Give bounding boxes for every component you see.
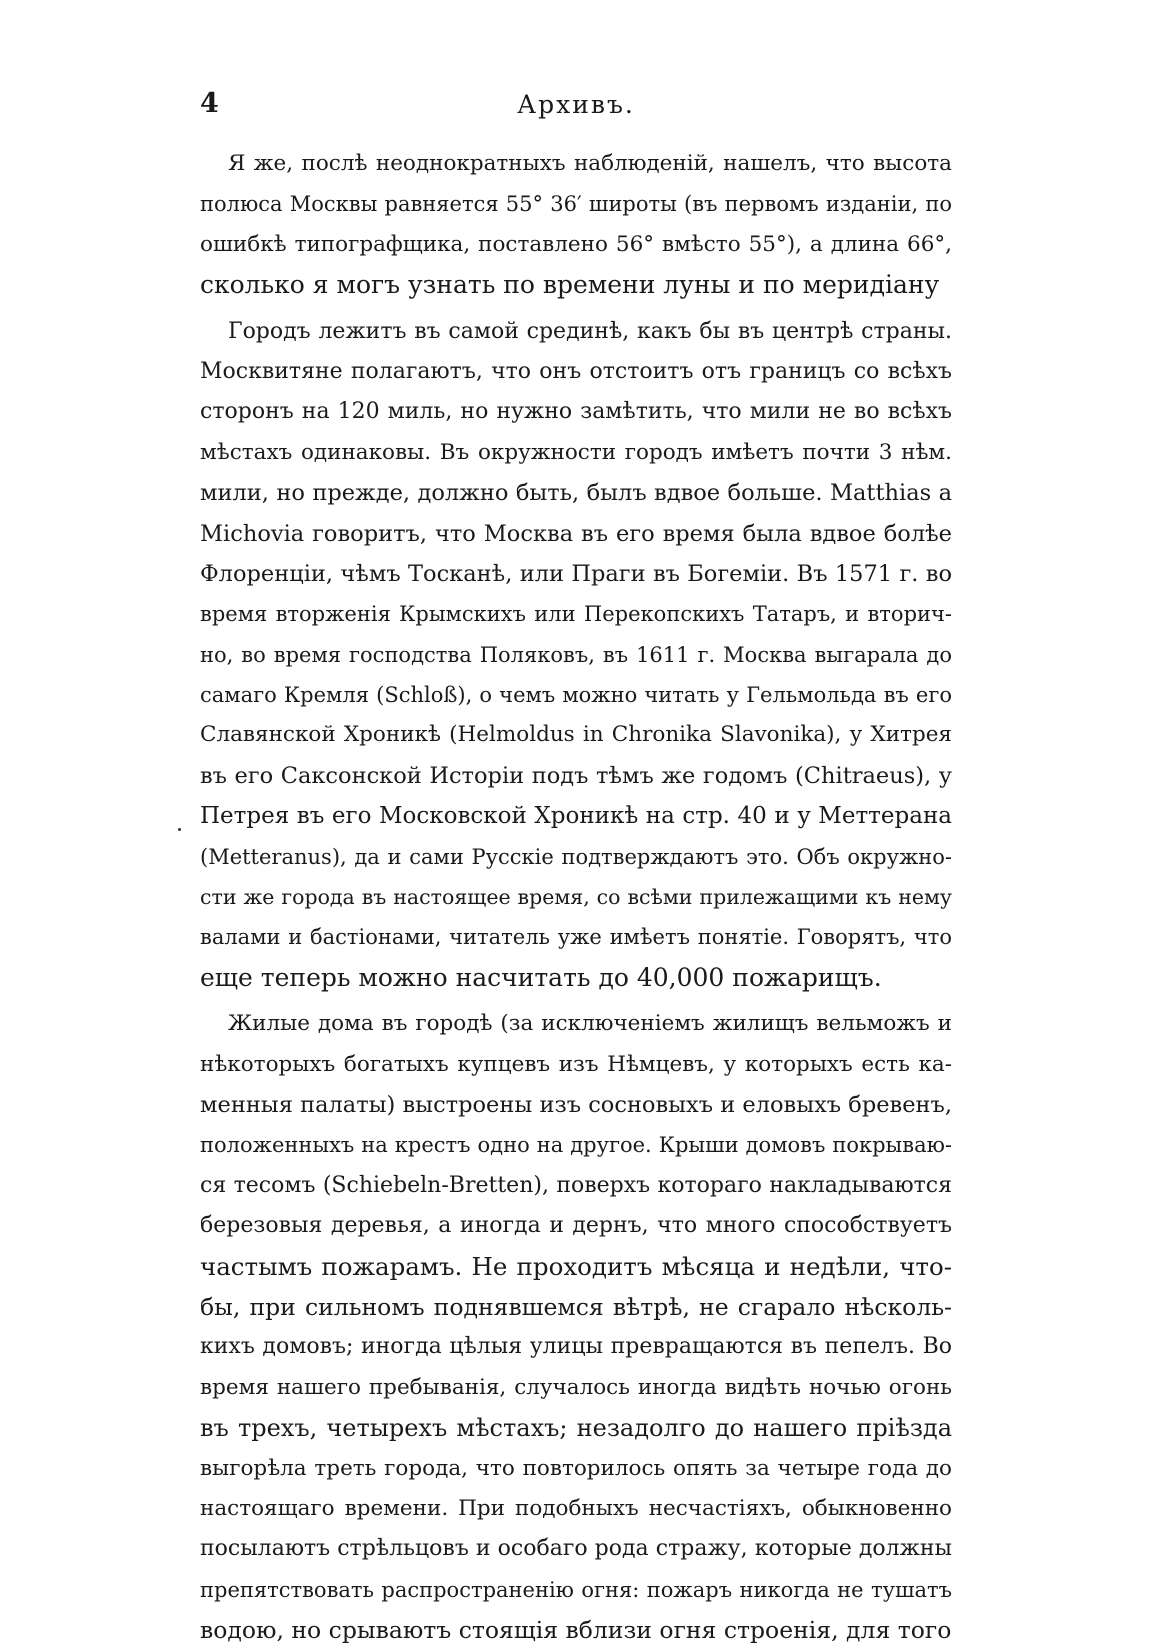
text-line: Флоренціи, чѣмъ Тосканѣ, или Праги въ Богеміи. Въ 1571 г. во: [200, 560, 952, 587]
text-line: выгорѣла треть города, что повторилось опять за четыре года до: [200, 1455, 952, 1481]
text-line: частымъ пожарамъ. Не проходитъ мѣсяца и недѣли, что-: [200, 1251, 952, 1281]
text-line: мили, но прежде, должно быть, былъ вдвое больше. Matthias a: [200, 480, 952, 507]
body-text: [200, 144, 952, 1650]
stray-ink-mark: [178, 828, 181, 831]
text-line: препятствовать распространенію огня: пожаръ никогда не тушатъ: [200, 1577, 952, 1602]
text-line: нѣкоторыхъ богатыхъ купцевъ изъ Нѣмцевъ, у которыхъ есть ка-: [200, 1051, 952, 1077]
text-line: валами и бастіонами, читатель уже имѣетъ понятіе. Говорятъ, что: [200, 925, 952, 950]
running-title: Архивъ.: [517, 90, 635, 119]
book-page: [200, 88, 952, 1650]
text-line: водою, но срываютъ стоящія вблизи огня строенія, для того: [200, 1616, 952, 1645]
text-line: Я же, послѣ неоднократныхъ наблюденій, нашелъ, что высота: [228, 151, 952, 176]
text-line: мѣстахъ одинаковы. Въ окружности городъ имѣетъ почти 3 нѣм.: [200, 439, 952, 465]
text-line: кихъ домовъ; иногда цѣлыя улицы превращаются въ пепелъ. Во: [200, 1334, 952, 1360]
page-number: 4: [200, 88, 219, 119]
text-line: Городъ лежитъ въ самой срединѣ, какъ бы въ центрѣ страны.: [228, 318, 952, 344]
text-line: Петрея въ его Московской Хроникѣ на стр. 40 и у Меттерана: [200, 803, 952, 830]
page-header: [200, 88, 952, 132]
text-line: ся тесомъ (Schiebeln-Bretten), поверхъ котораго накладываются: [200, 1172, 952, 1198]
text-line: посылаютъ стрѣльцовъ и особаго рода стражу, которые должны: [200, 1536, 952, 1562]
text-line: въ его Саксонской Исторіи подъ тѣмъ же годомъ (Chitraeus), у: [200, 762, 952, 789]
text-line: время нашего пребыванія, случалось иногда видѣть ночью огонь: [200, 1374, 952, 1400]
text-line: Michovia говоритъ, что Москва въ его время была вдвое болѣе: [200, 520, 952, 547]
text-line: ошибкѣ типографщика, поставлено 56° вмѣсто 55°), а длина 66°,: [200, 231, 952, 257]
text-line: еще теперь можно насчитать до 40,000 пожарищъ.: [200, 962, 882, 992]
text-line: настоящаго времени. При подобныхъ несчастіяхъ, обыкновенно: [200, 1495, 952, 1521]
text-line: но, во время господства Поляковъ, въ 1611 г. Москва выгарала до: [200, 642, 952, 667]
text-line: Славянской Хроникѣ (Helmoldus in Chronika Slavonika), у Хитрея: [200, 722, 952, 748]
text-line: менныя палаты) выстроены изъ сосновыхъ и еловыхъ бревенъ,: [200, 1091, 952, 1118]
text-line: время вторженія Крымскихъ или Перекопскихъ Татаръ, и вторич-: [200, 602, 952, 627]
text-line: самаго Кремля (Schloß), о чемъ можно читать у Гельмольда въ его: [200, 683, 952, 708]
text-line: Жилые дома въ городѣ (за исключеніемъ жилищъ вельможъ и: [228, 1011, 952, 1037]
text-line: сколько я могъ узнать по времени луны и по меридіану: [200, 270, 940, 300]
text-line: березовыя деревья, а иногда и дернъ, что много способствуетъ: [200, 1213, 952, 1239]
text-line: полюса Москвы равняется 55° 36′ широты (въ первомъ изданіи, по: [200, 192, 952, 217]
text-line: сти же города въ настоящее время, со всѣми прилежащими къ нему: [200, 885, 952, 910]
text-line: въ трехъ, четырехъ мѣстахъ; незадолго до нашего пріѣзда: [200, 1414, 952, 1443]
text-line: бы, при сильномъ поднявшемся вѣтрѣ, не сгарало нѣсколь-: [200, 1292, 952, 1321]
text-line: положенныхъ на крестъ одно на другое. Крыши домовъ покрываю-: [200, 1133, 952, 1158]
text-line: сторонъ на 120 миль, но нужно замѣтить, что мили не во всѣхъ: [200, 399, 952, 425]
text-line: Москвитяне полагаютъ, что онъ отстоитъ отъ границъ со всѣхъ: [200, 358, 952, 384]
text-line: (Metteranus), да и сами Русскіе подтверждаютъ это. Объ окружно-: [200, 844, 952, 869]
